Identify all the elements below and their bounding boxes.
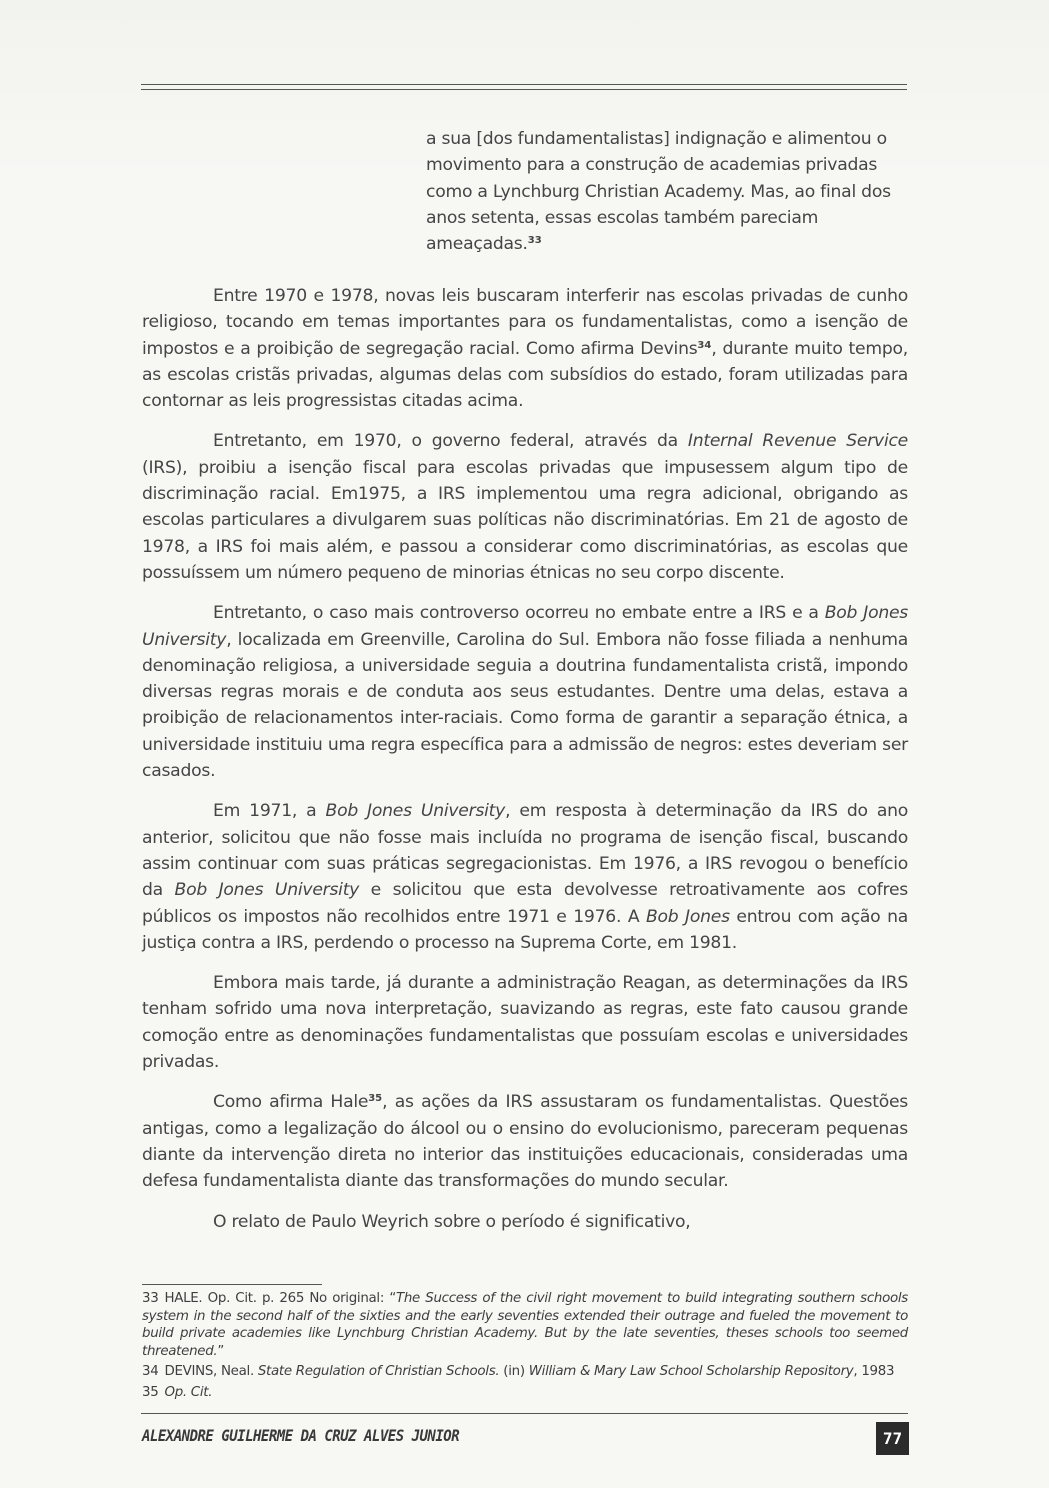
footnote-text: DEVINS, Neal. bbox=[164, 1364, 258, 1380]
paragraph-1-text-cont: , durante muito tempo, as escolas cristãs privadas, algumas delas com subsídios do estado, foram utilizadas para contornar as leis progressistas citadas acima. bbox=[142, 338, 908, 412]
header-double-rule bbox=[141, 84, 907, 90]
footnote-italic: Op. Cit. bbox=[164, 1384, 213, 1400]
footnote-text: (in) bbox=[499, 1364, 529, 1380]
block-quote bbox=[426, 126, 896, 257]
body-text bbox=[142, 283, 908, 1249]
italic-term: Bob Jones bbox=[645, 906, 730, 927]
italic-term: Bob Jones University bbox=[142, 603, 909, 650]
page-number-badge: 77 bbox=[876, 1422, 909, 1455]
italic-term: Bob Jones University bbox=[325, 801, 506, 822]
paragraph-4 bbox=[142, 798, 908, 956]
footnote-ref-34[interactable]: 34 bbox=[697, 339, 712, 351]
paragraph-2 bbox=[142, 428, 908, 586]
paragraph-7: O relato de Paulo Weyrich sobre o período é significativo, bbox=[213, 1211, 691, 1232]
footnote-italic: State Regulation of Christian Schools. bbox=[257, 1364, 500, 1380]
paragraph-4-text-cont: , em resposta à determinação da IRS do ano anterior, solicitou que não fosse mais incluída no programa de isenção fiscal, buscando assim continuar com suas práticas segregacionistas. Em 1976, a IRS revogou o benefício da bbox=[142, 801, 909, 901]
paragraph-4-text-cont: entrou com ação na justiça contra a IRS, perdendo o processo na Suprema Corte, em 1981. bbox=[142, 906, 908, 953]
footer-author: ALEXANDRE GUILHERME DA CRUZ ALVES JUNIOR bbox=[142, 1427, 460, 1446]
paragraph-2-text: Entretanto, em 1970, o governo federal, através da bbox=[213, 431, 688, 452]
footnote-italic: The Success of the civil right movement to build integrating southern schools system in the second half of the sixties and the early seventies extended their outrage and fueled the movement to build private academies like Lynchburg Christian Academy. But by the late seventies, theses schools too seemed threatened. bbox=[142, 1291, 908, 1359]
footnote-34 bbox=[142, 1363, 908, 1381]
paragraph-1 bbox=[142, 283, 908, 414]
paragraph-2-text-cont: (IRS), proibiu a isenção fiscal para escolas privadas que impusessem algum tipo de discriminação racial. Em1975, a IRS implementou uma regra adicional, obrigando as escolas particulares a divulgarem suas políticas não discriminatórias. Em 21 de agosto de 1978, a IRS foi mais além, e passou a considerar como discriminatórias, as escolas que possuíssem um número pequeno de minorias étnicas no seu corpo discente. bbox=[142, 457, 908, 583]
paragraph-4-text: Em 1971, a bbox=[213, 801, 326, 822]
footnote-ref-33[interactable]: 33 bbox=[527, 235, 542, 247]
paragraph-6 bbox=[142, 1089, 908, 1194]
paragraph-3-text: Entretanto, o caso mais controverso ocorreu no embate entre a IRS e a bbox=[213, 603, 825, 624]
paragraph-6-text: Como afirma Hale bbox=[213, 1092, 369, 1113]
paragraph-4-text-cont: e solicitou que esta devolvesse retroativamente aos cofres públicos os impostos não recolhidos entre 1971 e 1976. A bbox=[142, 880, 909, 927]
paragraph-1-text: Entre 1970 e 1978, novas leis buscaram interferir nas escolas privadas de cunho religioso, tocando em temas importantes para os fundamentalistas, como a isenção de impostos e a proibição de segregação racial. Como afirma Devins bbox=[142, 286, 908, 359]
footnote-number: 34 bbox=[142, 1364, 159, 1380]
footnote-35 bbox=[142, 1384, 908, 1402]
footnote-separator bbox=[142, 1284, 322, 1285]
footnote-number: 33 bbox=[142, 1291, 159, 1306]
footnote-33 bbox=[142, 1290, 908, 1360]
paragraph-3-text-cont: , localizada em Greenville, Carolina do Sul. Embora não fosse filiada a nenhuma denominação religiosa, a universidade seguia a doutrina fundamentalista cristã, impondo diversas regras morais e de conduta aos seus estudantes. Dentre uma delas, estava a proibição de relacionamentos inter-raciais. Como forma de garantir a separação étnica, a universidade instituiu uma regra específica para a admissão de negros: estes deveriam ser casados. bbox=[142, 629, 908, 782]
paragraph-3 bbox=[142, 600, 908, 784]
footnote-number: 35 bbox=[142, 1384, 159, 1400]
footnote-text: HALE. Op. Cit. p. 265 No original: “ bbox=[164, 1291, 396, 1306]
paragraph-5: Embora mais tarde, já durante a administração Reagan, as determinações da IRS tenham sofrido uma nova interpretação, suavizando as regras, este fato causou grande comoção entre as denominações fundamentalistas que possuíam escolas e universidades privadas. bbox=[142, 973, 908, 1073]
paragraph-6-text-cont: , as ações da IRS assustaram os fundamentalistas. Questões antigas, como a legalização do álcool ou o ensino do evolucionismo, pareceram pequenas diante da intervenção direta no interior das instituições educacionais, consideradas uma defesa fundamentalista diante das transformações do mundo secular. bbox=[142, 1092, 908, 1192]
footnote-text: ” bbox=[217, 1343, 224, 1359]
italic-term: Bob Jones University bbox=[174, 880, 360, 901]
footer-rule bbox=[141, 1413, 908, 1414]
footnote-italic: William & Mary Law School Scholarship Repository bbox=[528, 1364, 854, 1380]
block-quote-text: a sua [dos fundamentalistas] indignação e alimentou o movimento para a construção de academias privadas como a Lynchburg Christian Academy. Mas, ao final dos anos setenta, essas escolas também pareciam ameaçadas. bbox=[426, 129, 891, 255]
footnotes bbox=[142, 1290, 908, 1405]
italic-term: Internal Revenue Service bbox=[687, 431, 908, 452]
footnote-text: , 1983 bbox=[853, 1364, 895, 1380]
footnote-ref-35[interactable]: 35 bbox=[368, 1093, 383, 1105]
